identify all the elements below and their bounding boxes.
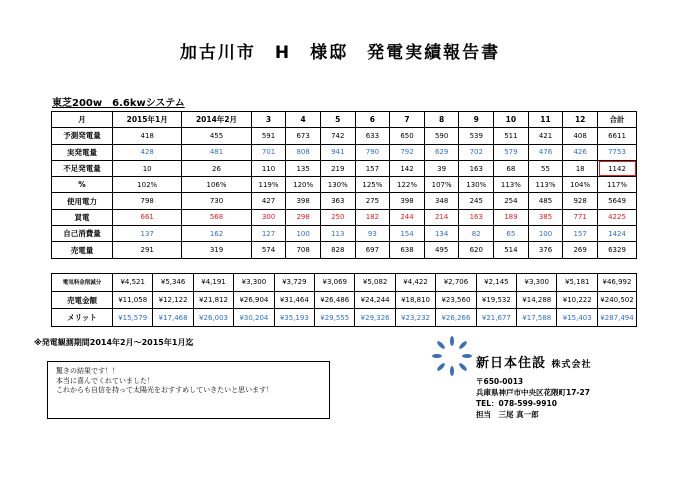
table-cell: 319 [182,242,251,258]
table-cell: 708 [286,242,321,258]
table-cell: 591 [251,128,286,144]
row-label: 電気料金削減分 [52,274,113,292]
table-cell: 162 [182,226,251,242]
column-header: 8 [424,112,459,128]
table-cell: 110 [251,160,286,176]
table-cell: ¥29,326 [355,309,395,327]
table-row [52,291,637,309]
row-label: 不足発電量 [52,160,113,176]
row-label: 買電 [52,209,113,225]
table-cell: 130% [320,177,355,193]
row-label: 使用電力 [52,193,113,209]
generation-table [51,111,637,259]
table-cell: 629 [424,144,459,160]
table-cell: ¥3,300 [517,274,557,292]
table-cell: ¥21,677 [476,309,516,327]
table-cell: ¥17,468 [153,309,193,327]
table-cell: 245 [459,193,494,209]
table-row [52,193,637,209]
table-row [52,128,637,144]
postal-code: 〒650-0013 [476,377,524,386]
table-cell: 697 [355,242,390,258]
table-cell: 1142 [598,160,637,176]
table-cell: 107% [424,177,459,193]
table-cell: 157 [563,226,598,242]
table-cell: 455 [182,128,251,144]
row-label: メリット [52,309,113,327]
column-header: 4 [286,112,321,128]
column-header: 5 [320,112,355,128]
table-cell: ¥24,244 [355,291,395,309]
table-cell: 808 [286,144,321,160]
table-cell: 539 [459,128,494,144]
table-cell: 579 [494,144,529,160]
table-cell: ¥19,532 [476,291,516,309]
table-cell: 113% [528,177,563,193]
column-header: 2015年1月 [113,112,182,128]
table-cell: 125% [355,177,390,193]
table-cell: ¥26,266 [436,309,476,327]
column-header: 合計 [598,112,637,128]
table-cell: 421 [528,128,563,144]
column-header: 9 [459,112,494,128]
table-cell: 189 [494,209,529,225]
table-cell: 6611 [598,128,637,144]
table-cell: 702 [459,144,494,160]
table-cell: ¥14,288 [517,291,557,309]
table-row [52,274,637,292]
company-logo-icon [430,335,474,377]
table-cell: 427 [251,193,286,209]
table-cell: 120% [286,177,321,193]
table-cell: ¥3,069 [315,274,355,292]
table-cell: 620 [459,242,494,258]
column-header: 2014年2月 [182,112,251,128]
table-cell: ¥18,810 [395,291,435,309]
table-cell: ¥26,904 [234,291,274,309]
table-cell: 4225 [598,209,637,225]
table-cell: ¥21,812 [193,291,233,309]
table-cell: 514 [494,242,529,258]
table-cell: ¥26,486 [315,291,355,309]
table-cell: 117% [598,177,637,193]
row-label: 売電量 [52,242,113,258]
row-label: % [52,177,113,193]
table-cell: 26 [182,160,251,176]
row-label: 売電金額 [52,291,113,309]
savings-table [51,273,637,327]
column-header: 10 [494,112,529,128]
table-cell: 275 [355,193,390,209]
table-cell: ¥4,521 [113,274,153,292]
table-cell: ¥2,706 [436,274,476,292]
table-cell: 142 [390,160,425,176]
table-cell: ¥3,300 [234,274,274,292]
column-header: 3 [251,112,286,128]
table-cell: 68 [494,160,529,176]
table-cell: 928 [563,193,598,209]
company-address-block [476,376,590,420]
table-cell: ¥15,403 [557,309,598,327]
table-header-row [52,112,637,128]
table-cell: 385 [528,209,563,225]
report-title: 加古川市 H 様邸 発電実績報告書 [179,43,501,63]
column-header: 月 [52,112,113,128]
table-cell: 730 [182,193,251,209]
column-header: 6 [355,112,390,128]
table-cell: 100 [528,226,563,242]
table-cell: ¥11,058 [113,291,153,309]
table-cell: 154 [390,226,425,242]
table-cell: ¥2,145 [476,274,516,292]
table-cell: 113 [320,226,355,242]
table-cell: ¥4,191 [193,274,233,292]
table-cell: 10 [113,160,182,176]
table-cell: 163 [459,209,494,225]
table-cell: ¥10,222 [557,291,598,309]
table-cell: ¥12,122 [153,291,193,309]
table-cell: 398 [286,193,321,209]
table-cell: 495 [424,242,459,258]
column-header: 12 [563,112,598,128]
table-cell: 113% [494,177,529,193]
table-cell: 398 [390,193,425,209]
row-label: 自己消費量 [52,226,113,242]
table-cell: 590 [424,128,459,144]
row-label: 実発電量 [52,144,113,160]
table-cell: 574 [251,242,286,258]
table-cell: 348 [424,193,459,209]
table-cell: 376 [528,242,563,258]
table-cell: 511 [494,128,529,144]
table-cell: 790 [355,144,390,160]
table-cell: ¥3,729 [274,274,314,292]
system-label: 東芝200w 6.6kwシステム [52,98,185,109]
column-header: 11 [528,112,563,128]
table-cell: 792 [390,144,425,160]
address: 兵庫県神戸市中央区花隈町17-27 [476,388,590,397]
table-row [52,209,637,225]
table-cell: 100 [286,226,321,242]
table-cell: ¥26,003 [193,309,233,327]
table-cell: 742 [320,128,355,144]
table-cell: 39 [424,160,459,176]
table-cell: 673 [286,128,321,144]
table-cell: 163 [459,160,494,176]
table-cell: ¥5,181 [557,274,598,292]
table-cell: 214 [424,209,459,225]
table-cell: 941 [320,144,355,160]
table-cell: ¥5,082 [355,274,395,292]
table-cell: 55 [528,160,563,176]
table-cell: 476 [528,144,563,160]
table-cell: 298 [286,209,321,225]
table-cell: ¥287,494 [598,309,637,327]
table-row [52,160,637,176]
table-cell: 568 [182,209,251,225]
table-cell: 6329 [598,242,637,258]
table-row [52,144,637,160]
table-cell: 1424 [598,226,637,242]
table-cell: 269 [563,242,598,258]
table-cell: 428 [113,144,182,160]
table-cell: ¥15,579 [113,309,153,327]
table-cell: 250 [320,209,355,225]
table-cell: ¥31,464 [274,291,314,309]
message-box [47,361,330,419]
table-cell: 426 [563,144,598,160]
table-cell: 102% [113,177,182,193]
table-cell: 633 [355,128,390,144]
table-cell: 701 [251,144,286,160]
table-cell: 481 [182,144,251,160]
table-row [52,226,637,242]
row-label: 予測発電量 [52,128,113,144]
table-cell: ¥35,193 [274,309,314,327]
company-name [476,352,592,371]
table-cell: 244 [390,209,425,225]
table-cell: 137 [113,226,182,242]
table-cell: 82 [459,226,494,242]
observation-period-note: ※発電観測期間2014年2月～2015年1月迄 [34,338,194,347]
company-suffix: 株式会社 [551,360,592,370]
table-cell: 122% [390,177,425,193]
message-line: 本当に喜んでくれていました！ [56,376,154,385]
table-cell: 18 [563,160,598,176]
table-cell: 65 [494,226,529,242]
table-cell: ¥5,346 [153,274,193,292]
table-cell: 135 [286,160,321,176]
table-cell: ¥240,502 [598,291,637,309]
table-cell: 300 [251,209,286,225]
table-cell: 254 [494,193,529,209]
table-row [52,242,637,258]
table-cell: 771 [563,209,598,225]
table-cell: 650 [390,128,425,144]
table-cell: 104% [563,177,598,193]
table-cell: 408 [563,128,598,144]
table-cell: 485 [528,193,563,209]
table-cell: 130% [459,177,494,193]
table-cell: ¥46,992 [598,274,637,292]
table-cell: 5649 [598,193,637,209]
column-header: 7 [390,112,425,128]
table-cell: 134 [424,226,459,242]
table-row [52,309,637,327]
table-cell: 219 [320,160,355,176]
table-cell: 828 [320,242,355,258]
table-cell: 638 [390,242,425,258]
table-cell: 661 [113,209,182,225]
table-cell: 106% [182,177,251,193]
table-cell: ¥30,204 [234,309,274,327]
table-cell: ¥23,232 [395,309,435,327]
table-cell: 798 [113,193,182,209]
table-cell: 418 [113,128,182,144]
table-cell: ¥4,422 [395,274,435,292]
table-cell: 182 [355,209,390,225]
table-cell: 93 [355,226,390,242]
message-line: 驚きの結果です！！ [56,367,119,375]
telephone: TEL：078-599-9910 [476,399,557,408]
table-cell: ¥29,555 [315,309,355,327]
message-line: これからも自信を持って太陽光をおすすめしていきたいと思います！ [56,386,274,394]
table-cell: 7753 [598,144,637,160]
table-row [52,177,637,193]
table-cell: 127 [251,226,286,242]
table-cell: 363 [320,193,355,209]
company-name-text: 新日本住設 [476,356,547,371]
table-cell: 157 [355,160,390,176]
table-cell: 291 [113,242,182,258]
table-cell: ¥17,588 [517,309,557,327]
staff-name: 担当 三尾 真一郎 [476,410,539,419]
table-cell: 119% [251,177,286,193]
table-cell: ¥23,560 [436,291,476,309]
